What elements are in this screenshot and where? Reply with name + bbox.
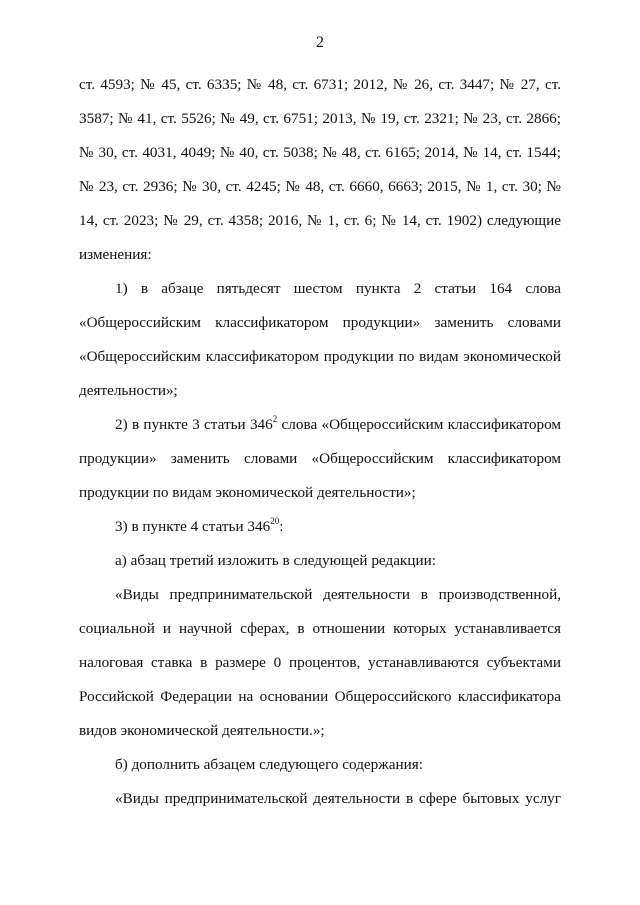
citations-paragraph: ст. 4593; № 45, ст. 6335; № 48, ст. 6731; 2012, № 26, ст. 3447; № 27, ст. 3587; № 41, ст. 5526; № 49, ст. 6751; 2013, № 19, ст. 2321; № 23, ст. 2866; № 30, ст. 4031, 4049; № 40, ст. 5038; № 48, ст. 6165; 2014, № 14, ст. 1544; № 23, ст. 2936; № 30, ст. 4245; № 48, ст. 6660, 6663; 2015, № 1, ст. 30; № 14, ст. 2023; № 29, ст. 4358; 2016, № 1, ст. 6; № 14, ст. 1902) следующие изменения: — [79, 76, 561, 263]
item-2-superscript: 2 — [272, 413, 278, 424]
amendment-item-2 — [79, 408, 561, 510]
page-number: 2 — [316, 34, 324, 51]
amendment-item-3a-quote: «Виды предпринимательской деятельности в производственной, социальной и научной сферах, в отношении которых устанавливается налоговая ставка в размере 0 процентов, устанавливаются субъектами Российской Федерации на основании Общероссийского классификатора видов экономической деятельности.»; — [79, 586, 561, 739]
item-3-superscript: 20 — [270, 515, 280, 526]
item-3-text-end: : — [279, 518, 284, 535]
item-2-text-start: 2) в пункте 3 статьи 346 — [115, 416, 273, 433]
amendment-item-3 — [79, 510, 561, 544]
item-3-text-start: 3) в пункте 4 статьи 346 — [115, 518, 271, 535]
document-body — [79, 68, 561, 816]
amendment-item-3a: а) абзац третий изложить в следующей редакции: — [115, 552, 436, 569]
amendment-item-1: 1) в абзаце пятьдесят шестом пункта 2 статьи 164 слова «Общероссийским классификатором продукции» заменить словами «Общероссийским классификатором продукции по видам экономической деятельности»; — [79, 280, 561, 399]
item-2-text-end: слова «Общероссийским классификатором продукции» заменить словами «Общероссийским классификатором продукции по видам экономической деятельности»; — [79, 416, 561, 501]
amendment-item-3b-quote: «Виды предпринимательской деятельности в сфере бытовых услуг — [115, 790, 561, 807]
amendment-item-3b: б) дополнить абзацем следующего содержания: — [115, 756, 423, 773]
